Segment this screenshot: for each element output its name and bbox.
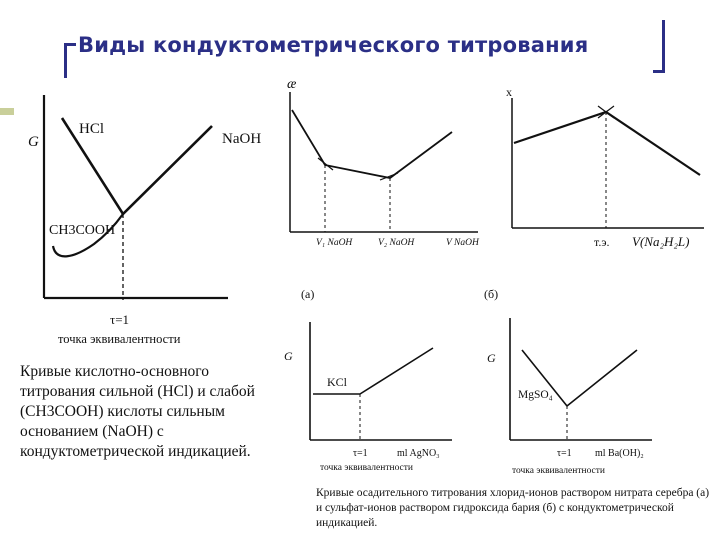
mgso4-label: MgSO₄: [518, 389, 553, 401]
fig-mgso4-eq-point: точка эквивалентности: [512, 466, 606, 476]
fig-a-x1: V₁ NaOH: [316, 238, 353, 248]
ch3cooh-label: CH3COOH: [49, 223, 116, 238]
cross-1: [318, 158, 333, 170]
curve: [292, 110, 452, 178]
fig-left-y-label: G: [28, 134, 39, 150]
hcl-label: HCl: [79, 121, 105, 137]
fig-kcl-tau: τ=1: [353, 448, 368, 459]
caption-acid-base: Кривые кислотно-основного титрования сильной (HCl) и слабой (CH3COOH) кислоты сильным основанием (NaOH) с кондуктометрической индикацией.: [20, 363, 255, 460]
kcl-label: KCl: [327, 375, 348, 389]
fig-b-y-label: x: [506, 85, 512, 99]
fig-kcl-eq-point: точка эквивалентности: [320, 463, 414, 473]
fig-a-x3: V NaOH: [446, 238, 479, 248]
naoh-label: NaOH: [222, 131, 262, 147]
fig-b-tag: (б): [484, 287, 499, 301]
fig-b-eq-label: т.э.: [594, 235, 610, 249]
fig-a-tag: (а): [301, 287, 315, 301]
fig-a-y-label: æ: [287, 77, 297, 92]
figure-mgso4: [510, 318, 652, 440]
fig-b-x-label: V(Na₂H₂L): [632, 234, 690, 249]
figure-b: [512, 98, 704, 228]
tau-label: τ=1: [110, 312, 130, 327]
eq-point-label: точка эквивалентности: [58, 332, 181, 346]
page-title: Виды кондуктометрического титрования: [78, 33, 589, 57]
fig-mgso4-tau: τ=1: [557, 448, 572, 459]
caption-precipitation: Кривые осадительного титрования хлорид-ионов раствором нитрата серебра (а) и сульфат-ионов раствором гидроксида бария (б) с кондуктометрической индикацией.: [316, 487, 710, 529]
curve: [514, 112, 700, 175]
fig-kcl-x-label: ml AgNO₃: [397, 448, 440, 459]
figure-acid-base: [44, 95, 228, 300]
fig-mgso4-y-label: G: [487, 351, 496, 365]
fig-mgso4-x-label: ml Ba(OH)₂: [595, 448, 644, 459]
fig-kcl-y-label: G: [284, 349, 293, 363]
fig-a-x2: V₂ NaOH: [378, 238, 415, 248]
figure-a: [290, 92, 478, 232]
